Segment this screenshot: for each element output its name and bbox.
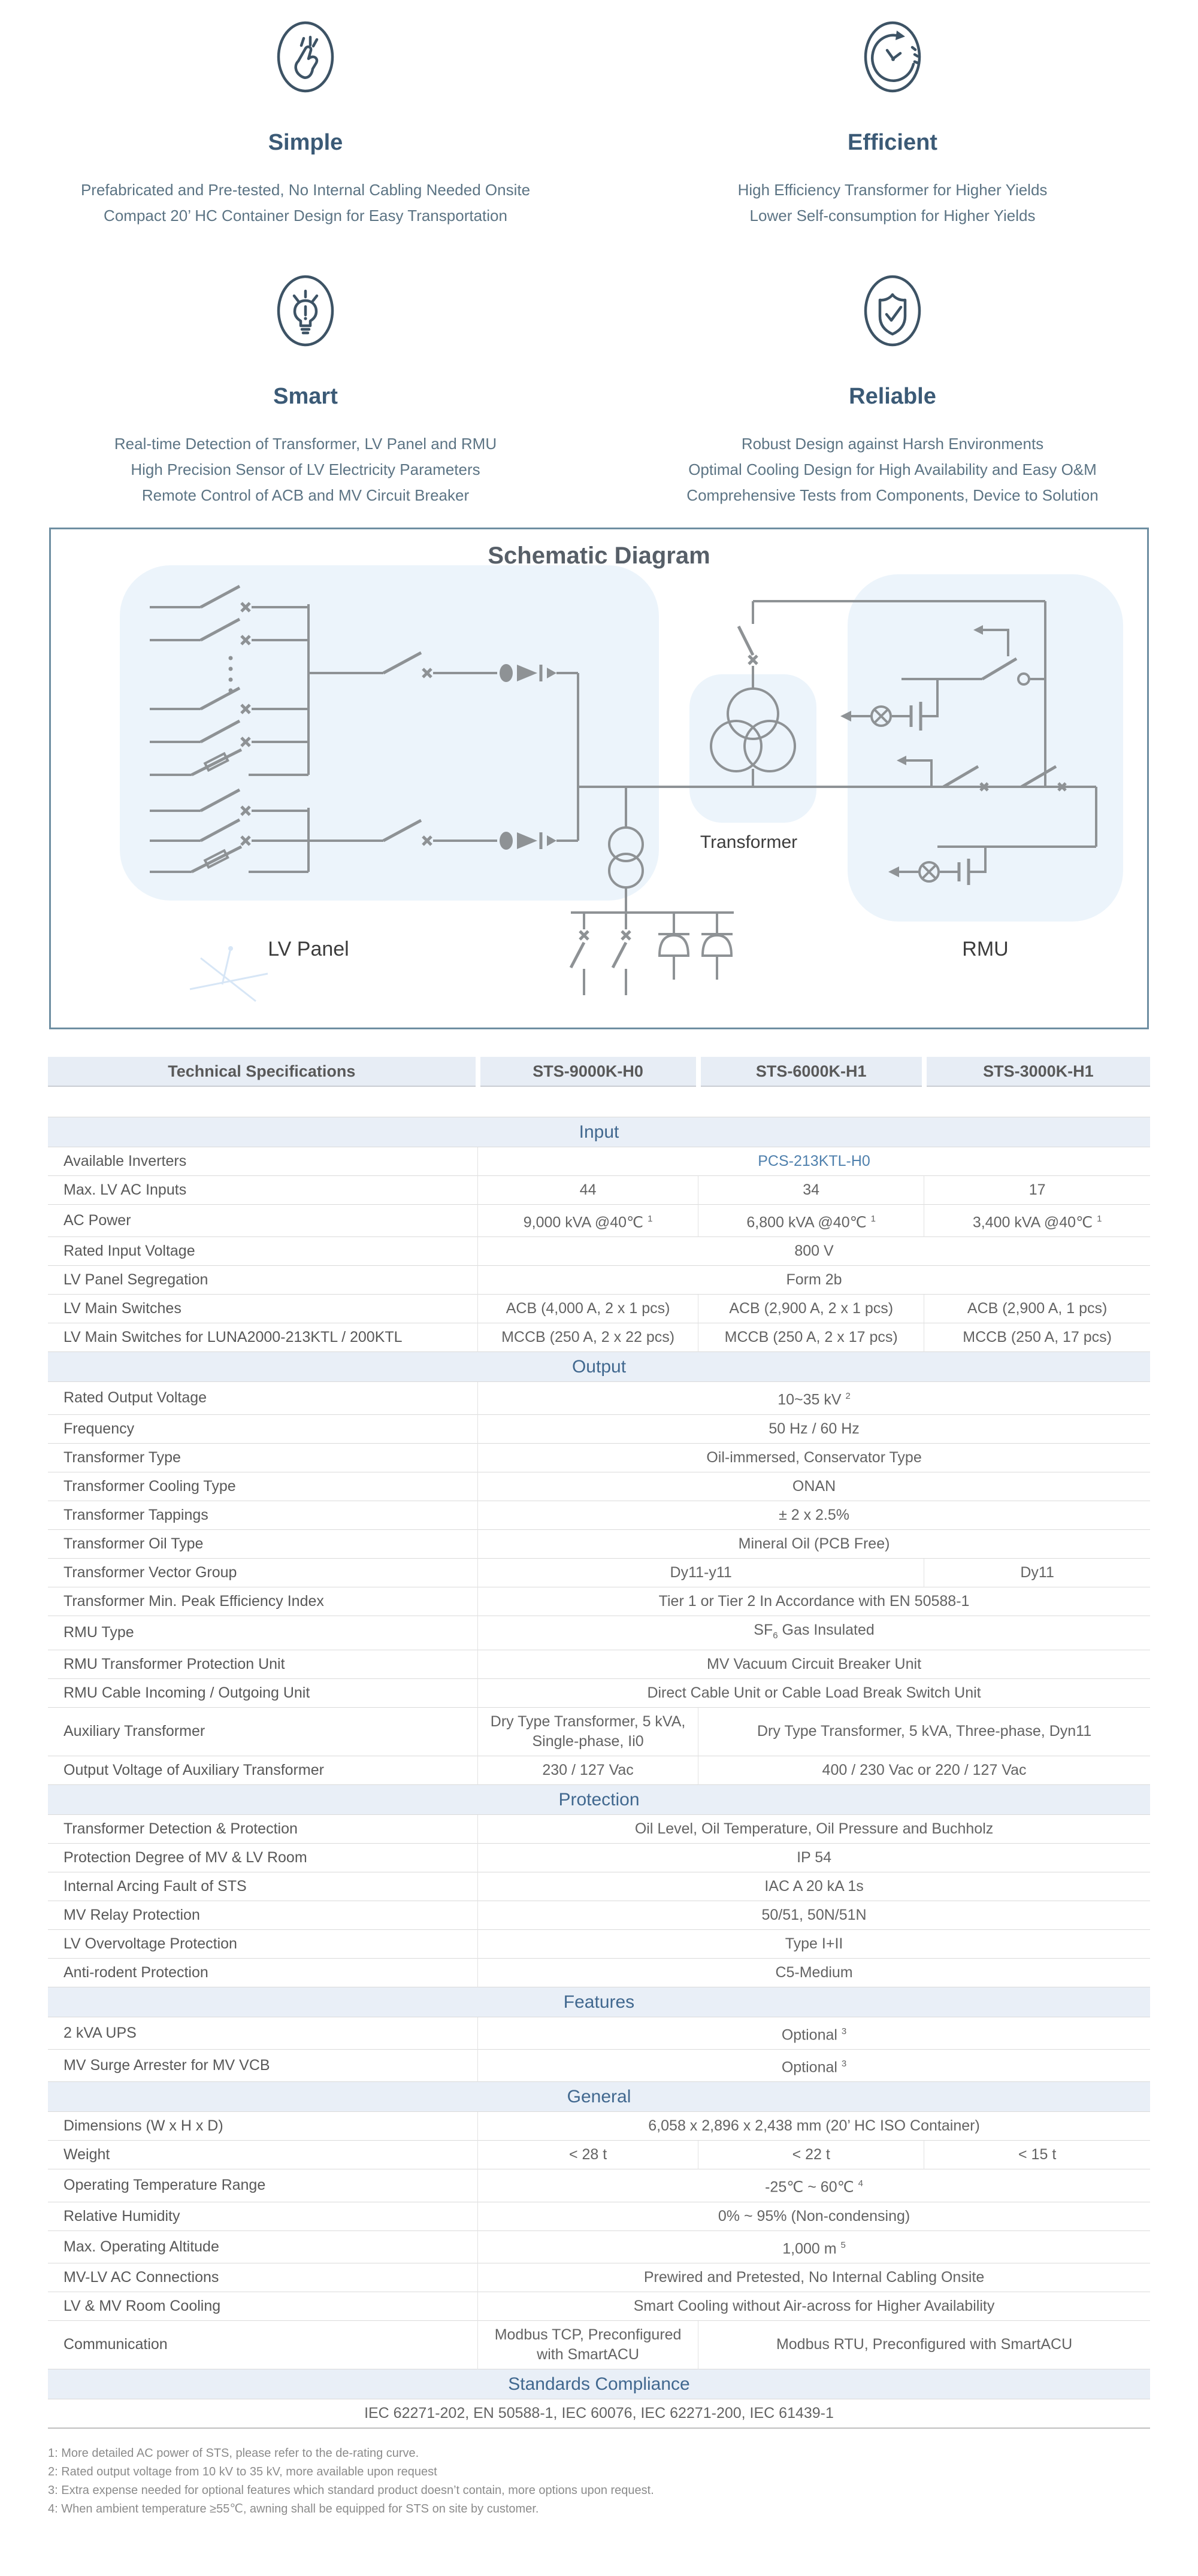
rmu-label: RMU xyxy=(962,938,1009,960)
row-label: Max. Operating Altitude xyxy=(48,2230,478,2263)
feature-title: Reliable xyxy=(849,384,936,409)
row-value: ACB (4,000 A, 2 x 1 pcs) xyxy=(478,1295,698,1323)
row-value: 400 / 230 Vac or 220 / 127 Vac xyxy=(698,1756,1150,1784)
row-label: Output Voltage of Auxiliary Transformer xyxy=(48,1756,478,1784)
footnote: 4: When ambient temperature ≥55℃, awning shall be equipped for STS on site by customer. xyxy=(48,2502,539,2516)
row-value: Modbus TCP, Preconfigured with SmartACU xyxy=(478,2320,698,2369)
row-value: Dy11 xyxy=(924,1558,1150,1587)
table-row xyxy=(48,2230,1150,2263)
feature-line: Prefabricated and Pre-tested, No Internal Cabling Needed Onsite xyxy=(80,181,531,199)
row-label: LV Panel Segregation xyxy=(48,1266,478,1295)
feature-line: Remote Control of ACB and MV Circuit Breaker xyxy=(141,486,470,504)
row-value: 0% ~ 95% (Non-condensing) xyxy=(478,2202,1150,2230)
table-row xyxy=(48,1901,1150,1929)
row-label: MV-LV AC Connections xyxy=(48,2263,478,2292)
section-title: Protection xyxy=(48,1784,1150,1814)
model-column-header: STS-9000K-H0 xyxy=(478,1057,698,1086)
row-value: Tier 1 or Tier 2 In Accordance with EN 50588-1 xyxy=(478,1587,1150,1616)
feature-title: Efficient xyxy=(848,130,937,155)
schematic-diagram xyxy=(49,528,1149,1029)
table-row xyxy=(48,1587,1150,1616)
section-header-row xyxy=(48,1784,1150,1814)
feature-title: Simple xyxy=(268,130,343,155)
table-row xyxy=(48,1616,1150,1650)
feature-line: Real-time Detection of Transformer, LV Panel and RMU xyxy=(114,435,497,453)
row-value: ACB (2,900 A, 1 pcs) xyxy=(924,1295,1150,1323)
row-label: LV Overvoltage Protection xyxy=(48,1929,478,1958)
surge-arrester-symbol xyxy=(658,913,733,980)
feature-lines xyxy=(12,177,599,229)
row-label: Rated Output Voltage xyxy=(48,1382,478,1414)
row-label: Rated Input Voltage xyxy=(48,1237,478,1266)
row-value: IAC A 20 kA 1s xyxy=(478,1872,1150,1901)
transformer-region xyxy=(689,674,816,823)
feature-line: Lower Self-consumption for Higher Yields xyxy=(749,207,1036,225)
row-value: 3,400 kVA @40℃ $^1$ xyxy=(924,1205,1150,1237)
row-label: LV Main Switches xyxy=(48,1295,478,1323)
schematic-drawing xyxy=(51,529,1147,1028)
feature-simple xyxy=(12,0,599,229)
row-label: Frequency xyxy=(48,1414,478,1443)
section-title: Input xyxy=(48,1117,1150,1147)
table-row xyxy=(48,1237,1150,1266)
row-value: < 22 t xyxy=(698,2141,924,2169)
row-value: IP 54 xyxy=(478,1843,1150,1872)
table-row xyxy=(48,1266,1150,1295)
table-row xyxy=(48,1205,1150,1237)
section-title: Standards Compliance xyxy=(48,2369,1150,2399)
feature-smart xyxy=(12,254,599,508)
section-title: General xyxy=(48,2082,1150,2112)
section-title: Features xyxy=(48,1987,1150,2017)
table-row xyxy=(48,1929,1150,1958)
row-value: 50/51, 50N/51N xyxy=(478,1901,1150,1929)
table-row xyxy=(48,1650,1150,1678)
table-row xyxy=(48,1295,1150,1323)
feature-reliable xyxy=(599,254,1186,508)
row-value: C5-Medium xyxy=(478,1958,1150,1987)
row-value: MCCB (250 A, 17 pcs) xyxy=(924,1323,1150,1352)
feature-lines xyxy=(599,431,1186,508)
row-value: 800 V xyxy=(478,1237,1150,1266)
feature-efficient xyxy=(599,0,1186,229)
row-label: Transformer Tappings xyxy=(48,1501,478,1529)
row-value: < 15 t xyxy=(924,2141,1150,2169)
table-row xyxy=(48,1958,1150,1987)
row-label: Weight xyxy=(48,2141,478,2169)
row-label: Transformer Cooling Type xyxy=(48,1472,478,1501)
section-title: Output xyxy=(48,1352,1150,1382)
table-row xyxy=(48,1472,1150,1501)
row-value: 1,000 m $^5$ xyxy=(478,2230,1150,2263)
row-value: Dy11-y11 xyxy=(478,1558,924,1587)
row-label: Internal Arcing Fault of STS xyxy=(48,1872,478,1901)
row-label: Transformer Type xyxy=(48,1443,478,1472)
row-value: Mineral Oil (PCB Free) xyxy=(478,1529,1150,1558)
table-row xyxy=(48,1382,1150,1414)
footnotes xyxy=(48,2444,1150,2519)
model-column-header: STS-6000K-H1 xyxy=(698,1057,924,1086)
row-label: LV & MV Room Cooling xyxy=(48,2292,478,2320)
table-row xyxy=(48,2263,1150,2292)
row-label: RMU Cable Incoming / Outgoing Unit xyxy=(48,1678,478,1707)
table-row xyxy=(48,1707,1150,1756)
row-label: MV Relay Protection xyxy=(48,1901,478,1929)
efficiency-clock-icon xyxy=(863,20,922,93)
table-row xyxy=(48,1814,1150,1843)
shield-check-icon xyxy=(863,274,922,347)
row-value: 34 xyxy=(698,1176,924,1205)
row-label: Protection Degree of MV & LV Room xyxy=(48,1843,478,1872)
row-value: Modbus RTU, Preconfigured with SmartACU xyxy=(698,2320,1150,2369)
section-header-row xyxy=(48,1987,1150,2017)
row-label: Available Inverters xyxy=(48,1147,478,1176)
spec-header-table xyxy=(48,1057,1150,1087)
row-label: MV Surge Arrester for MV VCB xyxy=(48,2049,478,2081)
table-row xyxy=(48,1176,1150,1205)
table-row xyxy=(48,1147,1150,1176)
table-row xyxy=(48,1501,1150,1529)
schematic-title: Schematic Diagram xyxy=(488,543,710,569)
row-label: RMU Type xyxy=(48,1616,478,1650)
row-label: Communication xyxy=(48,2320,478,2369)
snap-fingers-icon xyxy=(276,20,335,93)
section-header-row xyxy=(48,1352,1150,1382)
row-label: Dimensions (W x H x D) xyxy=(48,2112,478,2141)
feature-lines xyxy=(599,177,1186,229)
feature-title: Smart xyxy=(273,384,338,409)
table-row xyxy=(48,1843,1150,1872)
table-row xyxy=(48,2399,1150,2428)
row-value: PCS-213KTL-H0 xyxy=(478,1147,1150,1176)
row-value: MV Vacuum Circuit Breaker Unit xyxy=(478,1650,1150,1678)
feature-line: Robust Design against Harsh Environments xyxy=(741,435,1044,453)
row-value: Dry Type Transformer, 5 kVA, Three-phase, Dyn11 xyxy=(698,1707,1150,1756)
table-row xyxy=(48,2292,1150,2320)
lv-distribution-switch xyxy=(571,913,630,995)
row-value: 6,058 x 2,896 x 2,438 mm (20’ HC ISO Container) xyxy=(478,2112,1150,2141)
spec-table-title: Technical Specifications xyxy=(48,1057,478,1086)
feature-line: High Precision Sensor of LV Electricity Parameters xyxy=(131,460,480,478)
spec-header-row xyxy=(48,1057,1150,1086)
row-label: Relative Humidity xyxy=(48,2202,478,2230)
row-value: 10~35 kV $^2$ xyxy=(478,1382,1150,1414)
transformer-label: Transformer xyxy=(700,832,798,852)
row-label: 2 kVA UPS xyxy=(48,2017,478,2049)
row-value: Oil-immersed, Conservator Type xyxy=(478,1443,1150,1472)
row-value: MCCB (250 A, 2 x 22 pcs) xyxy=(478,1323,698,1352)
row-label: Anti-rodent Protection xyxy=(48,1958,478,1987)
table-row xyxy=(48,1558,1150,1587)
row-value: ACB (2,900 A, 2 x 1 pcs) xyxy=(698,1295,924,1323)
row-value: 6,800 kVA @40℃ $^1$ xyxy=(698,1205,924,1237)
row-label: Transformer Oil Type xyxy=(48,1529,478,1558)
feature-lines xyxy=(12,431,599,508)
row-value: 50 Hz / 60 Hz xyxy=(478,1414,1150,1443)
table-row xyxy=(48,1756,1150,1784)
table-row xyxy=(48,1443,1150,1472)
row-label: Max. LV AC Inputs xyxy=(48,1176,478,1205)
row-value: 9,000 kVA @40℃ $^1$ xyxy=(478,1205,698,1237)
row-value: ONAN xyxy=(478,1472,1150,1501)
row-label: Auxiliary Transformer xyxy=(48,1707,478,1756)
lv-panel-label: LV Panel xyxy=(268,938,349,960)
table-row xyxy=(48,2049,1150,2081)
row-value: 230 / 127 Vac xyxy=(478,1756,698,1784)
table-row xyxy=(48,2141,1150,2169)
row-label: LV Main Switches for LUNA2000-213KTL / 200KTL xyxy=(48,1323,478,1352)
row-value: IEC 62271-202, EN 50588-1, IEC 60076, IEC 62271-200, IEC 61439-1 xyxy=(48,2399,1150,2428)
row-value: MCCB (250 A, 2 x 17 pcs) xyxy=(698,1323,924,1352)
footnote: 3: Extra expense needed for optional features which standard product doesn’t contain, more options upon request. xyxy=(48,2483,654,2497)
feature-line: High Efficiency Transformer for Higher Yields xyxy=(737,181,1048,199)
feature-line: Compact 20’ HC Container Design for Easy Transportation xyxy=(104,207,507,225)
row-value: Type I+II xyxy=(478,1929,1150,1958)
table-row xyxy=(48,1872,1150,1901)
row-label: Transformer Vector Group xyxy=(48,1558,478,1587)
row-value: < 28 t xyxy=(478,2141,698,2169)
table-row xyxy=(48,2017,1150,2049)
row-value: Prewired and Pretested, No Internal Cabling Onsite xyxy=(478,2263,1150,2292)
smart-bulb-icon xyxy=(276,274,335,347)
row-value: 17 xyxy=(924,1176,1150,1205)
row-value: $SF_6$ Gas Insulated xyxy=(478,1616,1150,1650)
features-grid xyxy=(12,0,1186,508)
table-row xyxy=(48,2320,1150,2369)
row-label: Transformer Detection & Protection xyxy=(48,1814,478,1843)
row-value: Oil Level, Oil Temperature, Oil Pressure and Buchholz xyxy=(478,1814,1150,1843)
footnote: 2: Rated output voltage from 10 kV to 35 kV, more available upon request xyxy=(48,2465,437,2478)
feature-line: Optimal Cooling Design for High Availability and Easy O&M xyxy=(688,460,1097,478)
row-value: ± 2 x 2.5% xyxy=(478,1501,1150,1529)
section-header-row xyxy=(48,1117,1150,1147)
model-column-header: STS-3000K-H1 xyxy=(924,1057,1150,1086)
table-row xyxy=(48,1323,1150,1352)
row-value: 44 xyxy=(478,1176,698,1205)
feature-line: Comprehensive Tests from Components, Device to Solution xyxy=(686,486,1099,504)
footnote: 1: More detailed AC power of STS, please refer to the de-rating curve. xyxy=(48,2446,419,2460)
section-header-row xyxy=(48,2082,1150,2112)
table-row xyxy=(48,2202,1150,2230)
row-value: Direct Cable Unit or Cable Load Break Switch Unit xyxy=(478,1678,1150,1707)
spec-table xyxy=(48,1117,1150,2429)
section-header-row xyxy=(48,2369,1150,2399)
table-row xyxy=(48,1414,1150,1443)
spec-table-body xyxy=(48,1117,1150,2428)
table-row xyxy=(48,1678,1150,1707)
row-value: Form 2b xyxy=(478,1266,1150,1295)
row-value: -25℃ ~ 60℃ $^4$ xyxy=(478,2169,1150,2202)
row-label: Operating Temperature Range xyxy=(48,2169,478,2202)
row-value: Optional $^3$ xyxy=(478,2049,1150,2081)
table-row xyxy=(48,1529,1150,1558)
row-label: RMU Transformer Protection Unit xyxy=(48,1650,478,1678)
row-value: Dry Type Transformer, 5 kVA, Single-phase, Ii0 xyxy=(478,1707,698,1756)
row-label: AC Power xyxy=(48,1205,478,1237)
row-value: Optional $^3$ xyxy=(478,2017,1150,2049)
row-label: Transformer Min. Peak Efficiency Index xyxy=(48,1587,478,1616)
table-row xyxy=(48,2112,1150,2141)
row-value: Smart Cooling without Air-across for Higher Availability xyxy=(478,2292,1150,2320)
table-row xyxy=(48,2169,1150,2202)
